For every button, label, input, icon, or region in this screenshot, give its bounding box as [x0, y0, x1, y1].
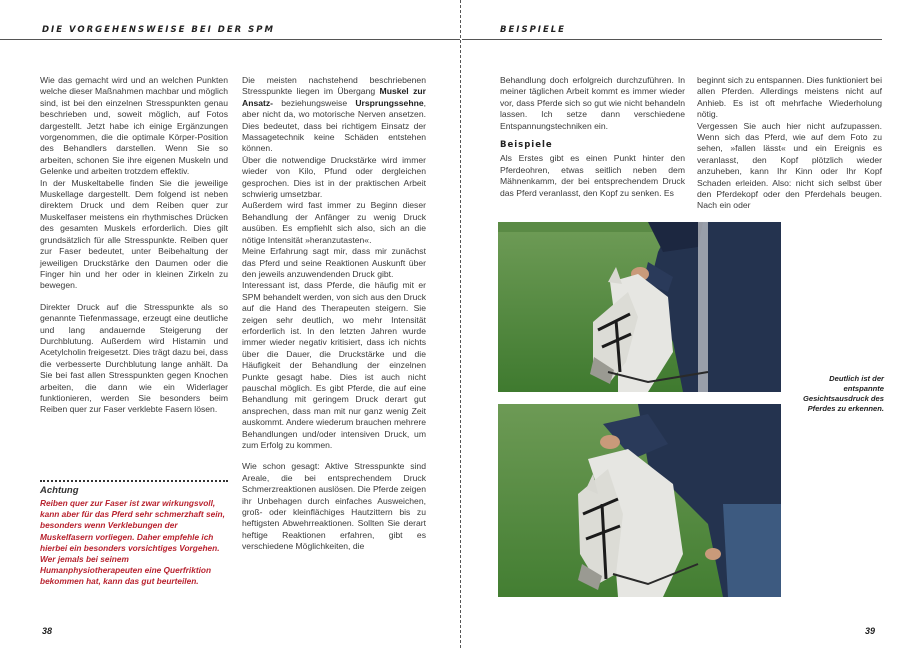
- running-head-left: DIE VORGEHENSWEISE BEI DER SPM: [42, 25, 275, 35]
- page-number-left: 38: [42, 626, 53, 636]
- photo-caption: Deutlich ist der entspannte Gesichtsausdruck des Pferdes zu erkennen.: [802, 374, 884, 413]
- left-column-2: [242, 75, 426, 553]
- paragraph: Über die notwendige Druckstärke wird immer wieder von Kilo, Pfund oder dergleichen gesprochen. Dies ist in der praktischen Arbeit schwierig umsetzbar.: [242, 154, 426, 200]
- warning-title: Achtung: [40, 485, 79, 496]
- paragraph: Direkter Druck auf die Stresspunkte als so genannte Tiefenmassage, erzeugt eine deutliche und lang andauernde Steigerung der Durchblutung. Außerdem wird Histamin und Acetylcholin freigesetzt. Dies trägt dazu bei, dass die verbesserte Durchblutung lange anhält. Da Sie bei fast allen Stresspunkten gegen Knochen arbeiten, die dann wie ein Widerlager funktionieren, werden Sie besonders beim Reiben quer zur Faser verklebte Fasern lösen.: [40, 301, 228, 415]
- paragraph: Vergessen Sie auch hier nicht aufzupassen. Wenn sich das Pferd, wie auf dem Foto zu sehen, »fallen lässt« und ein Ereignis es veranlasst, den Kopf plötzlich wieder anzuheben, kann Ihr Kinn oder Ihr Kopf Schaden erleiden. Also: nicht sich selbst über den Pferdekopf oder den Pferdehals beugen. Nach ein oder: [697, 120, 882, 211]
- paragraph: Meine Erfahrung sagt mir, dass mir zunächst das Pferd und seine Reaktionen Auskunft über den jeweils anzuwendenden Druck gibt.: [242, 246, 426, 279]
- left-page: [0, 0, 460, 648]
- paragraph: In der Muskeltabelle finden Sie die jeweilige Muskellage dargestellt. Dem folgend ist neben direktem Druck und dem Reiben quer zur Muskelfaser meistens ein rhythmisches Drücken des gesamten Muskels erforderlich. Dies gilt grundsätzlich für alle Stresspunkte. Reiben quer zur Faser bedeutet, unter Beibehaltung der jeweiligen Druckstärke den Daumen oder die Finger hin und her oder in kleinen Zirkeln zu bewegen.: [40, 177, 228, 291]
- right-column-2: [697, 75, 882, 212]
- warning-text: Reiben quer zur Faser ist zwar wirkungsvoll, kann aber für das Pferd sehr schmerzhaft sein, besonders wenn Verklebungen der Muskelfasern vorliegen. Daher empfehle ich hierbei ein besonders vorsichtiges Vorgehen. Wer jemals bei seinem Humanphysiotherapeuten eine Querfriktion bekommen hat, kann das gut beurteilen.: [40, 498, 225, 587]
- paragraph: Interessant ist, dass Pferde, die häufig mit er SPM behandelt werden, von sich aus den Druck auf die Hand des Therapeuten steigern. Sie zeigen sehr deutlich, wo mehr Intensität erforderlich ist. In den letzten Jahren wurde immer wieder negativ kritisiert, dass ich nichts über die Dauer, die Druckstärke und die Häufigkeit der Behandlung der einzelnen Punkte gesagt habe. Dies ist auch nicht pauschal möglich. Es gibt Pferde, die auf eine Behandlung mit geringem Druck derart gut ansprechen, dass man mit nur ganz wenig Zeit auskommt. Andere wiederum brauchen mehrere Behandlungen und/oder intensiven Druck, um zum Erfolg zu kommen.: [242, 280, 426, 450]
- header-rule-right: [462, 39, 882, 40]
- paragraph: Behandlung doch erfolgreich durchzuführen. In meiner täglichen Arbeit kommt es immer wieder vor, dass Pferde sich so gut wie nicht behandeln lassen. Ich setze dann verschiedene Entspannungstechniken ein.: [500, 75, 685, 131]
- paragraph: Außerdem wird fast immer zu Beginn dieser Behandlung der Anfänger zu wenig Druck ausüben. Es empfiehlt sich also, sich an die nötige Intensität »heranzutasten«.: [242, 200, 426, 245]
- paragraph: Als Erstes gibt es einen Punkt hinter den Pferdeohren, etwas seitlich neben dem Mähnenkamm, der bei entsprechendem Druck das Pferd veranlasst, den Kopf zu senken. Es: [500, 153, 685, 198]
- left-column-1: [40, 75, 228, 416]
- photo-horse-massage-2: [498, 404, 781, 597]
- paragraph: beginnt sich zu entspannen. Dies funktioniert bei allen Pferden. Allerdings meistens nicht auf Anhieb. Es ist oft mehrfache Wiederholung nötig.: [697, 75, 882, 120]
- page-number-right: 39: [865, 626, 876, 636]
- paragraph: Wie schon gesagt: Aktive Stresspunkte sind Areale, die bei entsprechendem Druck Schmerzreaktionen auslösen. Die Pferde zeigen ihr Unbehagen durch einfaches Ausweichen, groß- oder kleinflächiges Hautzittern bis zu heftigsten Abwehrreaktionen. Sollten Sie derart heftige Reaktionen erfahren, gibt es verschiedene Möglichkeiten, die: [242, 461, 426, 552]
- page-gutter-divider: [460, 0, 461, 648]
- photo-horse-massage-1: [498, 222, 781, 392]
- section-heading-beispiele: Beispiele: [500, 140, 553, 151]
- paragraph: Wie das gemacht wird und an welchen Punkten welche dieser Maßnahmen machbar und möglich sind, ist bei den einzelnen Stresspunkten genau beschrieben und, soweit möglich, auf Fotos dargestellt. Jetzt habe ich einige Ergänzungen vorgenommen, die die optimale Körper-Position des Behandlers darstellen. Wenn Sie so arbeiten, schonen Sie ihre eigenen Muskeln und Gelenke und arbeiten trotzdem effektiv.: [40, 75, 228, 177]
- right-column-1: [500, 75, 685, 199]
- paragraph-muskel: Die meisten nachstehend beschriebenen Stresspunkte liegen im Übergang Muskel zur Ansatz- beziehungsweise Ursprungssehne, aber nicht da, wo motorische Nerven ansetzen. Dies bedeutet, dass bei richtigem Einsatz der Massagetechnik keine Schäden entstehen können.: [242, 75, 426, 154]
- warning-box: [40, 480, 228, 588]
- header-rule-left: [0, 39, 460, 40]
- running-head-right: BEISPIELE: [500, 25, 566, 35]
